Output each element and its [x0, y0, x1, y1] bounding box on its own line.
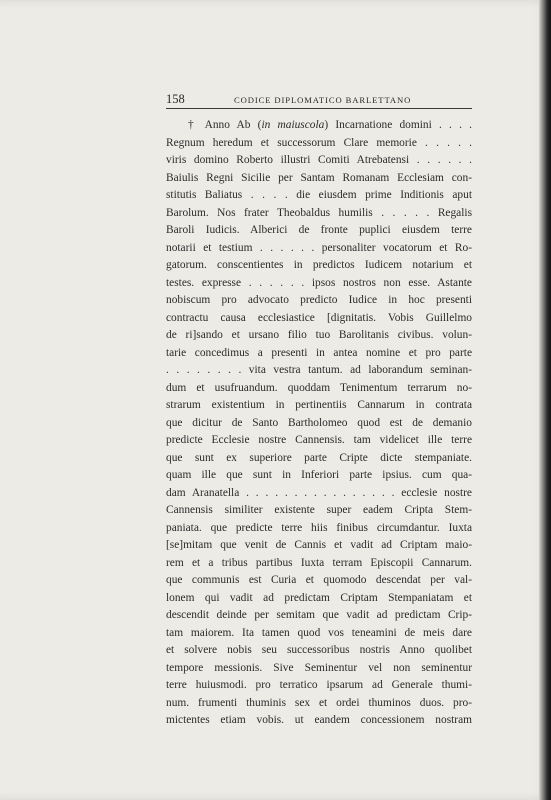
text-line: que communis est Curia et quomodo descendat per val-	[166, 574, 472, 586]
text-line: notarii et testium . . . . . . personaliter vocatorum et Ro-	[166, 241, 472, 254]
text-line: tarie concedimus a presenti in antea nomine et pro parte	[166, 346, 472, 359]
text-line: et solvere nobis seu successoribus nostris Anno quolibet	[166, 644, 472, 656]
text-line: strarum existentium in pertinentiis Cannarum in contrata	[166, 399, 472, 411]
text-line: Baroli Iudicis. Alberici de fronte puplici eiusdem terre	[166, 224, 472, 236]
text-line: descendit deinde per semitam que vadit ad predictam Crip-	[166, 609, 472, 621]
text-line: viris domino Roberto illustri Comiti Atrebatensi . . . . . .	[166, 154, 472, 166]
text-line: [se]mitam que venit de Cannis et vadit ad Criptam maio-	[166, 539, 472, 551]
text-line: rem et a tribus partibus Iuxta terram Episcopii Cannarum.	[166, 556, 472, 569]
text-line: † Anno Ab (in maiuscola) Incarnatione domini . . . .	[188, 119, 472, 131]
text-line: . . . . . . . . vita vestra tantum. ad laborandum seminan-	[166, 364, 472, 376]
book-binding-edge	[539, 0, 551, 800]
text-line: tempore messionis. Sive Seminentur vel non seminentur	[166, 661, 472, 674]
text-line: que dicitur de Santo Bartholomeo quod est de demanio	[166, 416, 472, 429]
text-line: lonem qui vadit ad predictam Criptam Stempaniatam et	[166, 591, 472, 604]
text-line: Barolum. Nos frater Theobaldus humilis . . . . . Regalis	[166, 206, 472, 219]
text-line: mictentes etiam vobis. ut eandem concessionem nostram	[166, 714, 472, 726]
text-line: dum et usufruandum. quoddam Tenimentum terrarum no-	[166, 381, 472, 394]
text-line: predicte Ecclesie nostre Cannensis. tam videlicet ille terre	[166, 434, 472, 446]
running-title: CODICE DIPLOMATICO BARLETTANO	[234, 95, 412, 105]
text-line: testes. expresse . . . . . . ipsos nostros non esse. Astante	[166, 276, 472, 289]
text-line: stitutis Baliatus . . . . die eiusdem prime Inditionis aput	[166, 189, 472, 201]
text-line: contractu causa ecclesiastice [dignitatis. Vobis Guillelmo	[166, 311, 472, 324]
text-line: nobiscum pro advocato predicto Iudice in hoc presenti	[166, 294, 472, 306]
text-line: tam maiorem. Ita tamen quod vos teneamini de meis dare	[166, 626, 472, 639]
text-line: gatorum. conscentientes in predictos Iudicem notarium et	[166, 259, 472, 271]
text-line: de ri]sando et ursano filio tuo Barolitanis civibus. volun-	[166, 329, 472, 341]
text-line: quam ille que sunt in Inferiori parte ipsius. cum qua-	[166, 469, 472, 481]
page-header	[166, 92, 472, 109]
text-line: Cannensis similiter existente super eadem Cripta Stem-	[166, 504, 472, 516]
page-number: 158	[166, 92, 185, 106]
text-line: terre huiusmodi. pro terratico ipsarum ad Generale thumi-	[166, 679, 472, 691]
text-line: Baiulis Regni Sicilie per Santam Romanam Ecclesiam con-	[166, 171, 472, 184]
text-line: paniata. que predicte terre hiis finibus circumdantur. Iuxta	[166, 521, 472, 534]
text-line: dam Aranatella . . . . . . . . . . . . . . . . ecclesie nostre	[166, 486, 472, 499]
text-line: Regnum heredum et successorum Clare memorie . . . . .	[166, 136, 472, 149]
document-body	[166, 117, 472, 730]
text-line: num. frumenti thuminis sex et ordei thuminos duos. pro-	[166, 696, 472, 709]
text-line: que sunt ex superiore parte Cripte dicte stempaniate.	[166, 451, 472, 464]
